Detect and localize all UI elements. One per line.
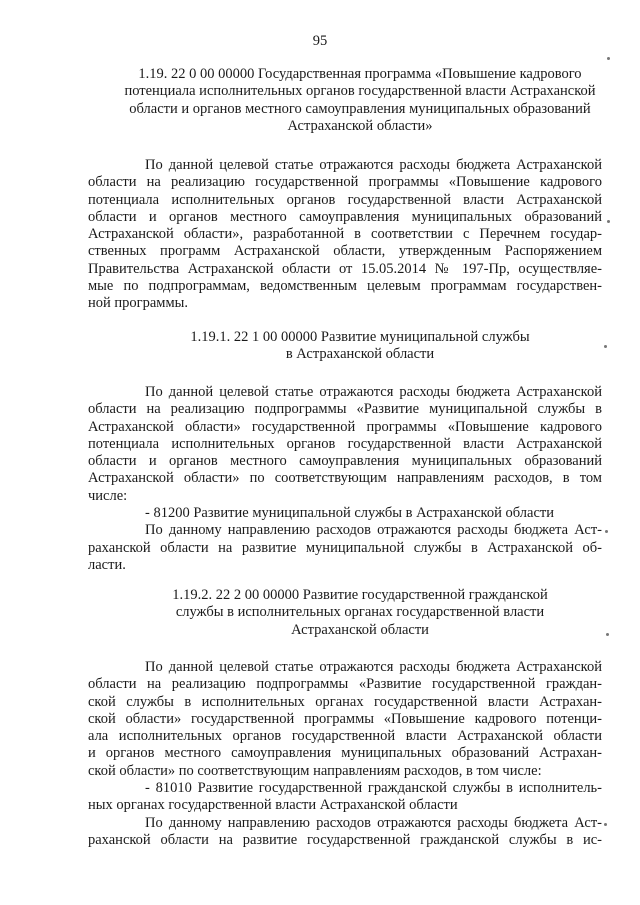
text-line: и органов местного самоуправления муниципальных образований Астрахан- bbox=[88, 745, 602, 762]
text-line: ственных программ Астраханской области, утвержденным Распоряжением bbox=[88, 243, 602, 260]
text-line: области на реализацию подпрограммы «Развитие государственной граждан- bbox=[88, 676, 602, 693]
scan-speck bbox=[607, 220, 610, 223]
section-heading-1-19-1 bbox=[88, 329, 632, 364]
text-line: - 81010 Развитие государственной гражданской службы в исполнитель- bbox=[145, 780, 602, 797]
section-heading-1-19-2 bbox=[88, 587, 632, 639]
heading-line: 1.19.1. 22 1 00 00000 Развитие муниципальной службы bbox=[190, 329, 530, 345]
heading-line: 1.19.2. 22 2 00 00000 Развитие государственной гражданской bbox=[172, 587, 548, 603]
text-line: По данной целевой статье отражаются расходы бюджета Астраханской bbox=[145, 384, 602, 400]
paragraph bbox=[88, 157, 602, 313]
text-line: По данному направлению расходов отражаются расходы бюджета Аст- bbox=[145, 522, 602, 539]
heading-line: службы в исполнительных органах государственной власти bbox=[175, 604, 545, 621]
heading-line: в Астраханской области bbox=[285, 346, 435, 363]
text-line: Астраханской области», разработанной в соответствии с Перечнем государ- bbox=[88, 226, 602, 243]
text-line: числе: bbox=[88, 487, 128, 504]
scan-speck bbox=[607, 57, 610, 60]
text-line: - 81200 Развитие муниципальной службы в Астраханской области bbox=[145, 505, 554, 522]
text-line: раханской области на развитие муниципальной службы в Астраханской об- bbox=[88, 539, 602, 556]
text-line: ской области» государственной программы «Повышение кадрового потенци- bbox=[88, 710, 602, 727]
scan-speck bbox=[606, 633, 609, 636]
text-line: области на реализацию подпрограммы «Развитие муниципальной службы в bbox=[88, 401, 602, 418]
text-line: потенциала исполнительных органов государственной власти Астраханской bbox=[88, 435, 602, 452]
text-line: ской службы в исполнительных органах государственной власти Астрахан- bbox=[88, 693, 602, 710]
text-line: Астраханской области» по соответствующим направлениям расходов, в том bbox=[88, 470, 602, 487]
text-line: ной программы. bbox=[88, 295, 189, 312]
heading-line: 1.19. 22 0 00 00000 Государственная программа «Повышение кадрового bbox=[138, 66, 582, 82]
paragraph bbox=[88, 384, 602, 574]
text-line: области на реализацию государственной программы «Повышение кадрового bbox=[88, 174, 602, 191]
text-line: области и органов местного самоуправления муниципальных образований bbox=[88, 208, 602, 225]
heading-line: потенциала исполнительных органов государственной власти Астраханской bbox=[124, 83, 596, 100]
text-line: По данной целевой статье отражаются расходы бюджета Астраханской bbox=[145, 157, 602, 173]
text-line: мые по подпрограммам, ведомственным целевым программам государствен- bbox=[88, 278, 602, 295]
text-line: раханской области на развитие государственной гражданской службы в ис- bbox=[88, 831, 602, 848]
scan-speck bbox=[605, 530, 608, 533]
page-number: 95 bbox=[312, 33, 328, 49]
section-heading-1-19 bbox=[88, 66, 632, 135]
text-line: ных органах государственной власти Астраханской области bbox=[88, 797, 458, 814]
scan-speck bbox=[604, 345, 607, 348]
text-line: ала исполнительных органов государственной власти Астраханской области bbox=[88, 728, 602, 745]
scan-speck bbox=[604, 823, 607, 826]
text-line: Правительства Астраханской области от 15.05.2014 № 197-Пр, осуществляе- bbox=[88, 260, 602, 277]
heading-line: Астраханской области bbox=[291, 621, 429, 638]
text-line: Астраханской области» государственной программы «Повышение кадрового bbox=[88, 418, 602, 435]
text-line: потенциала исполнительных органов государственной власти Астраханской bbox=[88, 191, 602, 208]
heading-line: области и органов местного самоуправления муниципальных образований bbox=[129, 100, 591, 117]
text-line: области и органов местного самоуправления муниципальных образований bbox=[88, 453, 602, 470]
text-line: ласти. bbox=[88, 556, 126, 573]
text-line: По данному направлению расходов отражаются расходы бюджета Аст- bbox=[145, 814, 602, 831]
paragraph bbox=[88, 659, 602, 849]
heading-line: Астраханской области» bbox=[287, 117, 433, 134]
text-line: ской области» по соответствующим направлениям расходов, в том числе: bbox=[88, 762, 542, 779]
text-line: По данной целевой статье отражаются расходы бюджета Астраханской bbox=[145, 659, 602, 675]
